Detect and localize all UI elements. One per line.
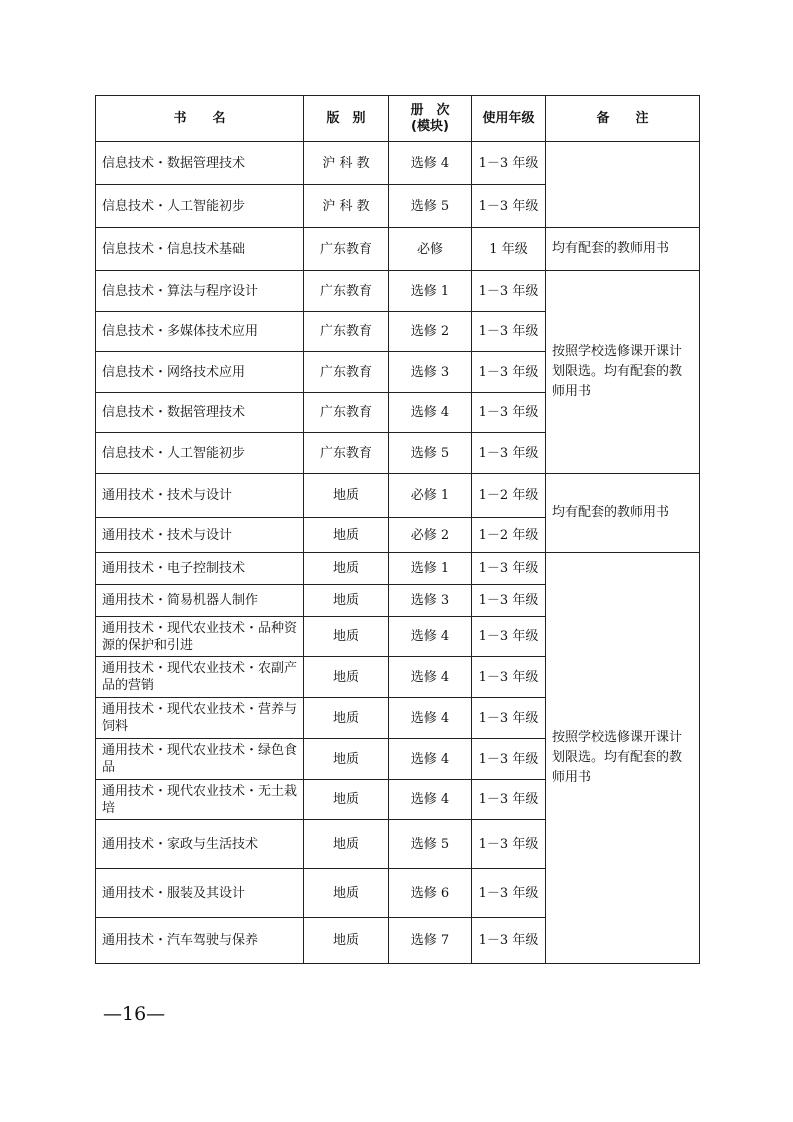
edition: 广东教育: [304, 271, 389, 312]
grade: 1－3 年级: [472, 142, 546, 185]
book-name: 通用技术・技术与设计: [96, 474, 304, 518]
edition: 地质: [304, 820, 389, 869]
volume: 选修 4: [389, 780, 472, 820]
volume: 选修 4: [389, 617, 472, 657]
grade: 1－3 年级: [472, 820, 546, 869]
book-name: 通用技术・汽车驾驶与保养: [96, 918, 304, 964]
volume: 选修 4: [389, 657, 472, 698]
volume: 选修 4: [389, 142, 472, 185]
table-header-row: [96, 96, 700, 142]
volume: 选修 2: [389, 312, 472, 352]
edition: 地质: [304, 585, 389, 617]
grade: 1－2 年级: [472, 474, 546, 518]
volume: 选修 7: [389, 918, 472, 964]
volume: 选修 1: [389, 271, 472, 312]
table-row: [96, 474, 700, 518]
grade: 1－2 年级: [472, 518, 546, 553]
edition: 地质: [304, 518, 389, 553]
table-row: [96, 553, 700, 585]
book-name: 通用技术・电子控制技术: [96, 553, 304, 585]
header-book-name: 书 名: [96, 96, 304, 142]
header-volume-line2: (模块): [411, 118, 449, 134]
book-name: 通用技术・家政与生活技术: [96, 820, 304, 869]
volume: 选修 5: [389, 820, 472, 869]
volume: 必修 2: [389, 518, 472, 553]
grade: 1－3 年级: [472, 617, 546, 657]
table-row: [96, 271, 700, 312]
grade: 1－3 年级: [472, 869, 546, 918]
grade: 1－3 年级: [472, 739, 546, 780]
edition: 沪 科 教: [304, 185, 389, 228]
grade: 1－3 年级: [472, 553, 546, 585]
volume: 选修 3: [389, 585, 472, 617]
book-name: 信息技术・多媒体技术应用: [96, 312, 304, 352]
book-name: 通用技术・现代农业技术・农副产品的营销: [96, 657, 304, 698]
book-name: 通用技术・现代农业技术・无土栽培: [96, 780, 304, 820]
header-grade: 使用年级: [472, 96, 546, 142]
volume: 选修 5: [389, 433, 472, 474]
book-name: 通用技术・服装及其设计: [96, 869, 304, 918]
header-notes: 备 注: [546, 96, 700, 142]
edition: 广东教育: [304, 393, 389, 433]
edition: 地质: [304, 918, 389, 964]
grade: 1－3 年级: [472, 185, 546, 228]
edition: 广东教育: [304, 433, 389, 474]
notes-cell: 均有配套的教师用书: [546, 228, 700, 271]
volume: 选修 4: [389, 698, 472, 739]
textbook-table: [95, 95, 700, 964]
volume: 选修 4: [389, 393, 472, 433]
edition: 广东教育: [304, 228, 389, 271]
grade: 1－3 年级: [472, 433, 546, 474]
book-name: 信息技术・人工智能初步: [96, 185, 304, 228]
edition: 地质: [304, 474, 389, 518]
edition: 地质: [304, 617, 389, 657]
grade: 1－3 年级: [472, 271, 546, 312]
grade: 1－3 年级: [472, 657, 546, 698]
table-row: [96, 228, 700, 271]
book-name: 通用技术・技术与设计: [96, 518, 304, 553]
edition: 地质: [304, 698, 389, 739]
book-name: 信息技术・数据管理技术: [96, 393, 304, 433]
book-name: 通用技术・现代农业技术・品种资源的保护和引进: [96, 617, 304, 657]
page-number: —16—: [103, 1003, 166, 1025]
book-name: 信息技术・信息技术基础: [96, 228, 304, 271]
notes-cell: 均有配套的教师用书: [546, 474, 700, 553]
edition: 广东教育: [304, 352, 389, 393]
edition: 沪 科 教: [304, 142, 389, 185]
header-volume-line1: 册 次: [410, 102, 450, 118]
notes-cell: 按照学校选修课开课计划限选。均有配套的教师用书: [546, 271, 700, 474]
edition: 地质: [304, 780, 389, 820]
grade: 1－3 年级: [472, 918, 546, 964]
header-volume: [389, 96, 472, 142]
grade: 1 年级: [472, 228, 546, 271]
table-row: [96, 142, 700, 185]
grade: 1－3 年级: [472, 352, 546, 393]
book-name: 信息技术・算法与程序设计: [96, 271, 304, 312]
edition: 地质: [304, 553, 389, 585]
book-name: 信息技术・数据管理技术: [96, 142, 304, 185]
book-name: 信息技术・人工智能初步: [96, 433, 304, 474]
edition: 广东教育: [304, 312, 389, 352]
volume: 必修 1: [389, 474, 472, 518]
book-name: 通用技术・现代农业技术・营养与饲料: [96, 698, 304, 739]
grade: 1－3 年级: [472, 393, 546, 433]
volume: 选修 5: [389, 185, 472, 228]
grade: 1－3 年级: [472, 312, 546, 352]
book-name: 信息技术・网络技术应用: [96, 352, 304, 393]
volume: 必修: [389, 228, 472, 271]
notes-cell: 按照学校选修课开课计划限选。均有配套的教师用书: [546, 553, 700, 964]
book-name: 通用技术・简易机器人制作: [96, 585, 304, 617]
grade: 1－3 年级: [472, 780, 546, 820]
notes-empty: [546, 142, 700, 228]
book-name: 通用技术・现代农业技术・绿色食品: [96, 739, 304, 780]
volume: 选修 6: [389, 869, 472, 918]
grade: 1－3 年级: [472, 698, 546, 739]
edition: 地质: [304, 657, 389, 698]
edition: 地质: [304, 869, 389, 918]
edition: 地质: [304, 739, 389, 780]
grade: 1－3 年级: [472, 585, 546, 617]
header-edition: 版 别: [304, 96, 389, 142]
volume: 选修 1: [389, 553, 472, 585]
volume: 选修 4: [389, 739, 472, 780]
volume: 选修 3: [389, 352, 472, 393]
